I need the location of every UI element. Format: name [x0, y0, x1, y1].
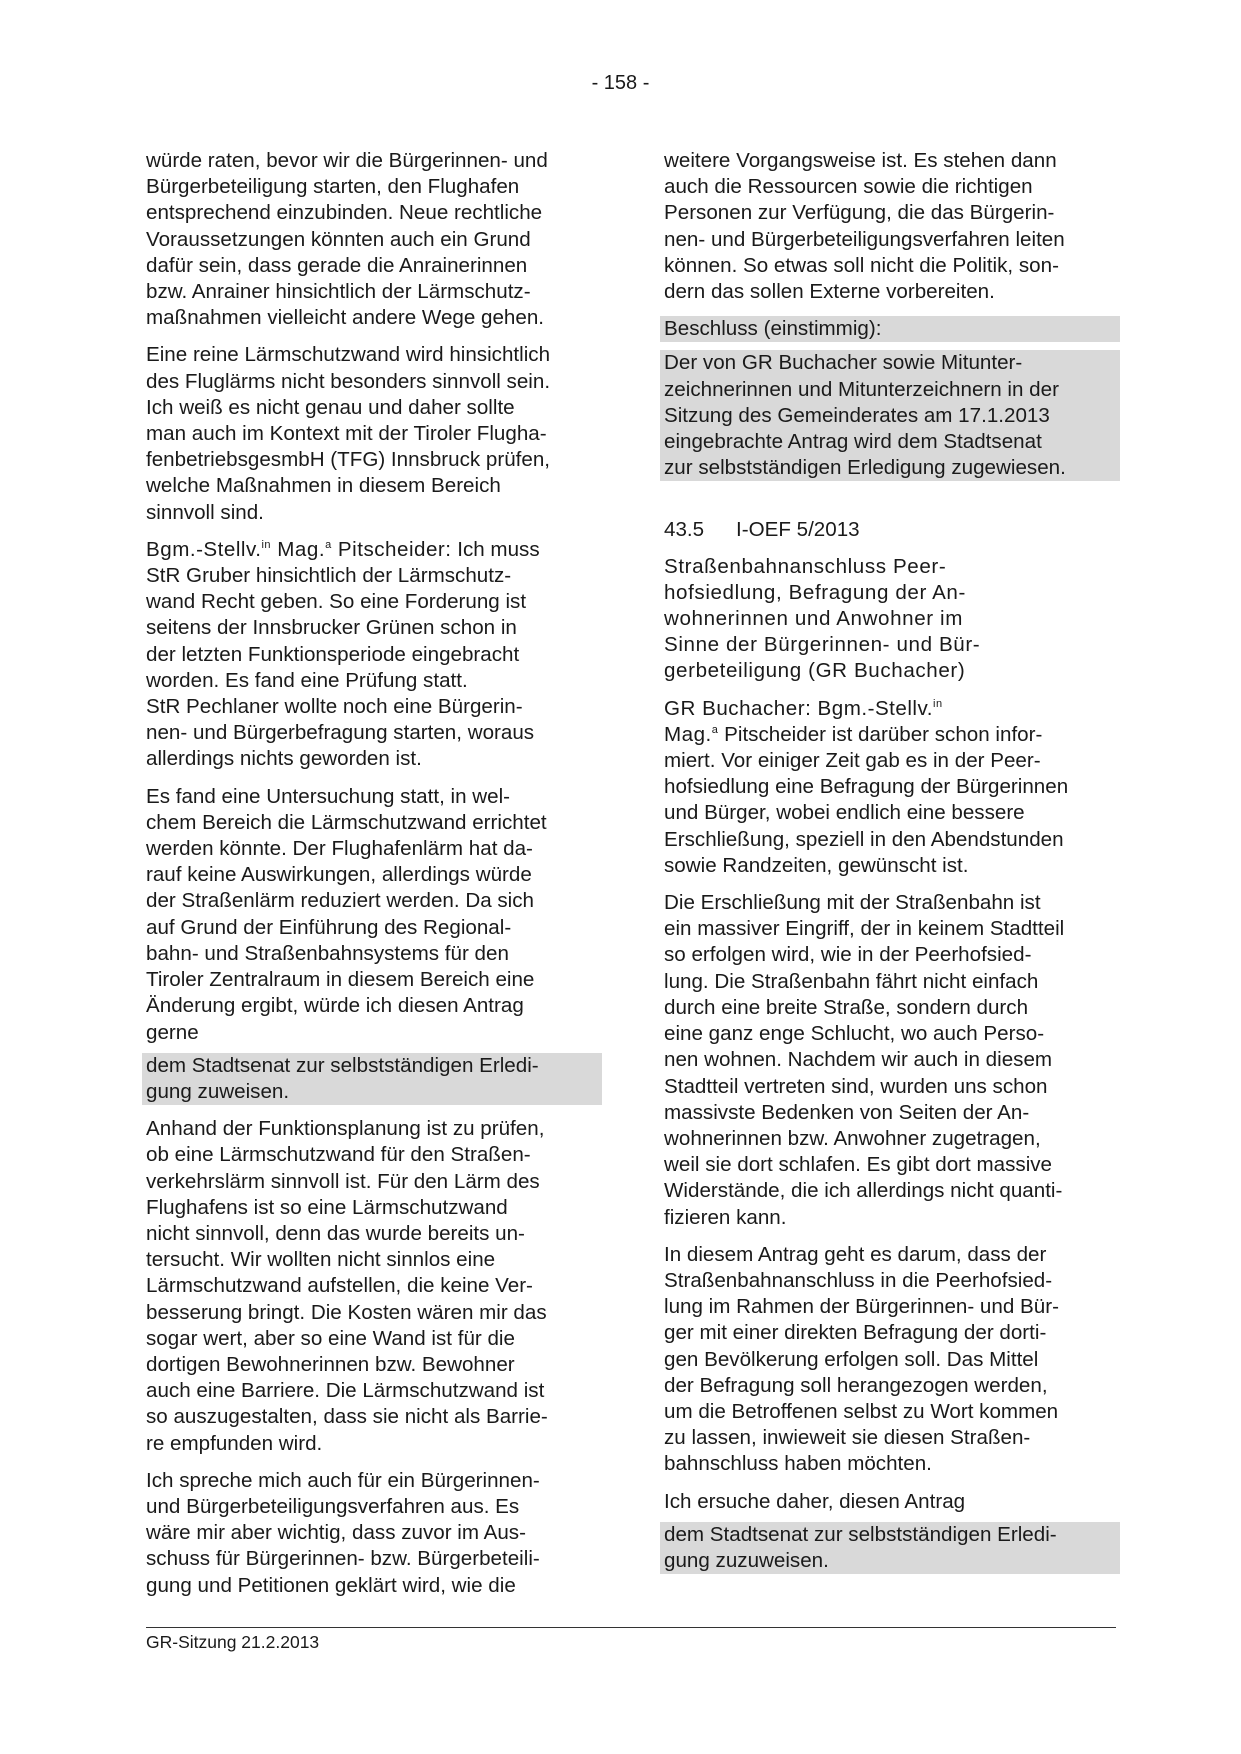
agenda-item-code: I-OEF 5/2013 [736, 518, 860, 542]
text-line: tersucht. Wir wollten nicht sinnlos eine [146, 1248, 496, 1272]
text-line: gerne [146, 1020, 199, 1044]
text-line: miert. Vor einiger Zeit gab es in der Peer- [664, 749, 1041, 773]
text-line: wohnerinnen und Anwohner im [664, 607, 963, 631]
text-line: worden. Es fand eine Prüfung statt. [146, 668, 468, 692]
text-line: nicht sinnvoll, denn das wurde bereits un- [146, 1221, 525, 1245]
text-line: Erschließung, speziell in den Abendstunden [664, 827, 1064, 851]
text-line: hofsiedlung, Befragung der An- [664, 580, 966, 604]
text-line: allerdings nichts geworden ist. [146, 747, 422, 771]
text-line: Flughafens ist so eine Lärmschutzwand [146, 1195, 508, 1219]
text-line: weil sie dort schlafen. Es gibt dort massive [664, 1153, 1053, 1177]
text-line: nen- und Bürgerbeteiligungsverfahren leiten [664, 227, 1065, 251]
text-line: massivste Bedenken von Seiten der An- [664, 1100, 1030, 1124]
paragraph [146, 1116, 598, 1457]
text-line: Anhand der Funktionsplanung ist zu prüfen, [146, 1117, 545, 1141]
text-line: Ich spreche mich auch für ein Bürgerinnen- [146, 1468, 540, 1492]
text-line: sogar wert, aber so eine Wand ist für die [146, 1326, 515, 1350]
text-line: dortigen Bewohnerinnen bzw. Bewohner [146, 1352, 515, 1376]
text-line: auch eine Barriere. Die Lärmschutzwand ist [146, 1379, 545, 1403]
text-line: gung zuzuweisen. [664, 1548, 829, 1572]
text-line: ger mit einer direkten Befragung der dorti- [664, 1321, 1047, 1345]
text-line: wohnerinnen bzw. Anwohner zugetragen, [664, 1126, 1041, 1150]
text-line: Bürgerbeteiligung starten, den Flughafen [146, 175, 520, 199]
text-line: entsprechend einzubinden. Neue rechtliche [146, 201, 543, 225]
text-line: Es fand eine Untersuchung statt, in wel- [146, 784, 511, 808]
text-line: seitens der Innsbrucker Grünen schon in [146, 616, 517, 640]
speaker-name: GR Buchacher: Bgm.-Stellv.$^{in}$ [664, 696, 943, 720]
text-line: nen- und Bürgerbefragung starten, woraus [146, 721, 535, 745]
text-line: um die Betroffenen selbst zu Wort kommen [664, 1399, 1059, 1423]
text-line: dern das sollen Externe vorbereiten. [664, 280, 995, 304]
text-line: zu lassen, inwieweit sie diesen Straßen- [664, 1426, 1031, 1450]
text-line: Straßenbahnanschluss Peer- [664, 554, 947, 578]
paragraph [664, 1489, 1116, 1515]
text-line: gen Bevölkerung erfolgen soll. Das Mittel [664, 1347, 1039, 1371]
text-line: zur selbstständigen Erledigung zugewiesen. [664, 456, 1066, 480]
beschluss-text [660, 350, 1120, 481]
paragraph-body [664, 748, 1116, 879]
text-line: Widerstände, die ich allerdings nicht quanti- [664, 1179, 1063, 1203]
text-line: gerbeteiligung (GR Buchacher) [664, 659, 966, 683]
text-line: sinnvoll sind. [146, 500, 264, 524]
footer-divider [146, 1627, 1116, 1628]
paragraph-body [146, 563, 598, 773]
speaker-name: Bgm.-Stellv.$^{in}$ Mag.$^a$ Pitscheider: [146, 537, 452, 561]
text-line: ein massiver Eingriff, der in keinem Stadtteil [664, 917, 1065, 941]
text-line: gung und Petitionen geklärt wird, wie die [146, 1573, 516, 1597]
text-line: welche Maßnahmen in diesem Bereich [146, 474, 501, 498]
page-number: - 158 - [591, 72, 650, 94]
text-line: weitere Vorgangsweise ist. Es stehen dann [664, 149, 1057, 172]
text-line: Stadtteil vertreten sind, wurden uns schon [664, 1074, 1048, 1098]
text-line: fizieren kann. [664, 1205, 787, 1229]
text-line: rauf keine Auswirkungen, allerdings würde [146, 863, 532, 887]
paragraph [146, 1468, 598, 1599]
text-line: auch die Ressourcen sowie die richtigen [664, 175, 1033, 199]
text-line: In diesem Antrag geht es darum, dass der [664, 1242, 1047, 1266]
highlighted-motion [660, 1522, 1120, 1574]
text-line: werden könnte. Der Flughafenlärm hat da- [146, 837, 533, 861]
text-line: bahn- und Straßenbahnsystems für den [146, 941, 509, 965]
paragraph [664, 148, 1116, 305]
beschluss-label: Beschluss (einstimmig): [660, 316, 1120, 342]
text-line: so erfolgen wird, wie in der Peerhofsied- [664, 943, 1032, 967]
text-line: Die Erschließung mit der Straßenbahn ist [664, 891, 1041, 915]
paragraph [146, 784, 598, 1046]
text-line: können. So etwas soll nicht die Politik, son- [664, 253, 1059, 277]
text-line: bzw. Anrainer hinsichtlich der Lärmschutz- [146, 280, 531, 304]
agenda-item-title [664, 554, 1116, 685]
paragraph-speaker-pitscheider: Bgm.-Stellv.$^{in}$ Mag.$^a$ Pitscheider: Ich muss StR Gruber hinsichtlich der Lärmschutz- wand Recht geben. So eine Forderung ist seitens der Innsbrucker Grünen schon in der letzten Funktionsperiode eingebracht worden. Es fand eine Prüfung statt. StR Pechlaner wollte noch eine Bürgerin- nen- und Bürgerbefragung starten, woraus allerdings nichts geworden ist. [146, 537, 598, 773]
paragraph [664, 890, 1116, 1231]
text-line: hofsiedlung eine Befragung der Bürgerinnen [664, 775, 1069, 799]
text-line: Ich ersuche daher, diesen Antrag [664, 1489, 966, 1513]
text-line: der Straßenlärm reduziert werden. Da sich [146, 889, 535, 913]
text-line: eingebrachte Antrag wird dem Stadtsenat [664, 430, 1042, 454]
text-line: ob eine Lärmschutzwand für den Straßen- [146, 1143, 531, 1167]
text-line: verkehrslärm sinnvoll ist. Für den Lärm des [146, 1169, 540, 1193]
agenda-item-number: 43.5 [664, 518, 705, 542]
text-line: auf Grund der Einführung des Regional- [146, 915, 512, 939]
text-line: Sinne der Bürgerinnen- und Bür- [664, 633, 981, 657]
paragraph-speaker-buchacher: GR Buchacher: Bgm.-Stellv.$^{in}$ Mag.$^a$ Pitscheider ist darüber schon infor- miert. Vor einiger Zeit gab es in der Peer- hofsiedlung eine Befragung der Bürgerinnen und Bürger, wobei endlich eine bessere Erschließung, speziell in den Abendstunden sowie Randzeiten, gewünscht ist. [664, 696, 1116, 879]
right-column [664, 148, 1116, 1585]
text-line: und Bürger, wobei endlich eine bessere [664, 801, 1025, 825]
speaker-name-cont: Mag.$^a$ [664, 722, 719, 746]
text-line: Der von GR Buchacher sowie Mitunter- [664, 351, 1023, 375]
text-line: nen wohnen. Nachdem wir auch in diesem [664, 1048, 1053, 1072]
text-line: so auszugestalten, dass sie nicht als Barrie- [146, 1405, 548, 1429]
agenda-item-header [664, 517, 1116, 543]
paragraph [664, 1242, 1116, 1478]
text-line: Ich weiß es nicht genau und daher sollte [146, 395, 515, 419]
text-line: dafür sein, dass gerade die Anrainerinnen [146, 253, 528, 277]
text-line: maßnahmen vielleicht andere Wege gehen. [146, 306, 545, 330]
text-line: sowie Randzeiten, gewünscht ist. [664, 853, 969, 877]
text-line: bahnschluss haben möchten. [664, 1452, 932, 1476]
text-line: durch eine breite Straße, sondern durch [664, 995, 1029, 1019]
text-line: schuss für Bürgerinnen- bzw. Bürgerbeteili- [146, 1547, 540, 1571]
text-line: dem Stadtsenat zur selbstständigen Erledi- [664, 1522, 1057, 1546]
text-line: chem Bereich die Lärmschutzwand errichtet [146, 810, 547, 834]
text-line: der Befragung soll herangezogen werden, [664, 1373, 1048, 1397]
paragraph [146, 342, 598, 525]
text-line: und Bürgerbeteiligungsverfahren aus. Es [146, 1494, 520, 1518]
text-line: würde raten, bevor wir die Bürgerinnen- und [146, 149, 548, 172]
paragraph [146, 148, 598, 331]
text-line: man auch im Kontext mit der Tiroler Flugha- [146, 422, 547, 446]
text-line: eine ganz enge Schlucht, wo auch Perso- [664, 1022, 1045, 1046]
text-line: des Fluglärms nicht besonders sinnvoll sein. [146, 369, 551, 393]
text-line: Personen zur Verfügung, die das Bürgerin- [664, 201, 1055, 225]
text-line: Sitzung des Gemeinderates am 17.1.2013 [664, 403, 1050, 427]
text-line: lung. Die Straßenbahn fährt nicht einfach [664, 969, 1039, 993]
footer-session-label: GR-Sitzung 21.2.2013 [146, 1632, 320, 1652]
text-line: Eine reine Lärmschutzwand wird hinsichtlich [146, 343, 551, 367]
text-line: wand Recht geben. So eine Forderung ist [146, 590, 527, 614]
left-column [146, 148, 598, 1610]
text-line: re empfunden wird. [146, 1431, 323, 1455]
text-line: zeichnerinnen und Mitunterzeichnern in der [664, 377, 1059, 401]
highlighted-motion [142, 1053, 602, 1105]
text-line: der letzten Funktionsperiode eingebracht [146, 642, 520, 666]
text-line: StR Pechlaner wollte noch eine Bürgerin- [146, 695, 523, 719]
text-line: wäre mir aber wichtig, dass zuvor im Aus- [146, 1521, 526, 1545]
text-line: Änderung ergibt, würde ich diesen Antrag [146, 994, 524, 1018]
text-line: Straßenbahnanschluss in die Peerhofsied- [664, 1268, 1053, 1292]
text-line: gung zuweisen. [146, 1079, 290, 1103]
text-line: StR Gruber hinsichtlich der Lärmschutz- [146, 564, 512, 588]
text-line: Voraussetzungen könnten auch ein Grund [146, 227, 531, 251]
text-line: fenbetriebsgesmbH (TFG) Innsbruck prüfen, [146, 448, 551, 472]
text-line: Tiroler Zentralraum in diesem Bereich eine [146, 968, 535, 992]
text-line: Lärmschutzwand aufstellen, die keine Ver- [146, 1274, 533, 1298]
text-line: lung im Rahmen der Bürgerinnen- und Bür- [664, 1295, 1059, 1319]
text-line: besserung bringt. Die Kosten wären mir das [146, 1300, 547, 1324]
text-line: dem Stadtsenat zur selbstständigen Erledi- [146, 1053, 539, 1077]
